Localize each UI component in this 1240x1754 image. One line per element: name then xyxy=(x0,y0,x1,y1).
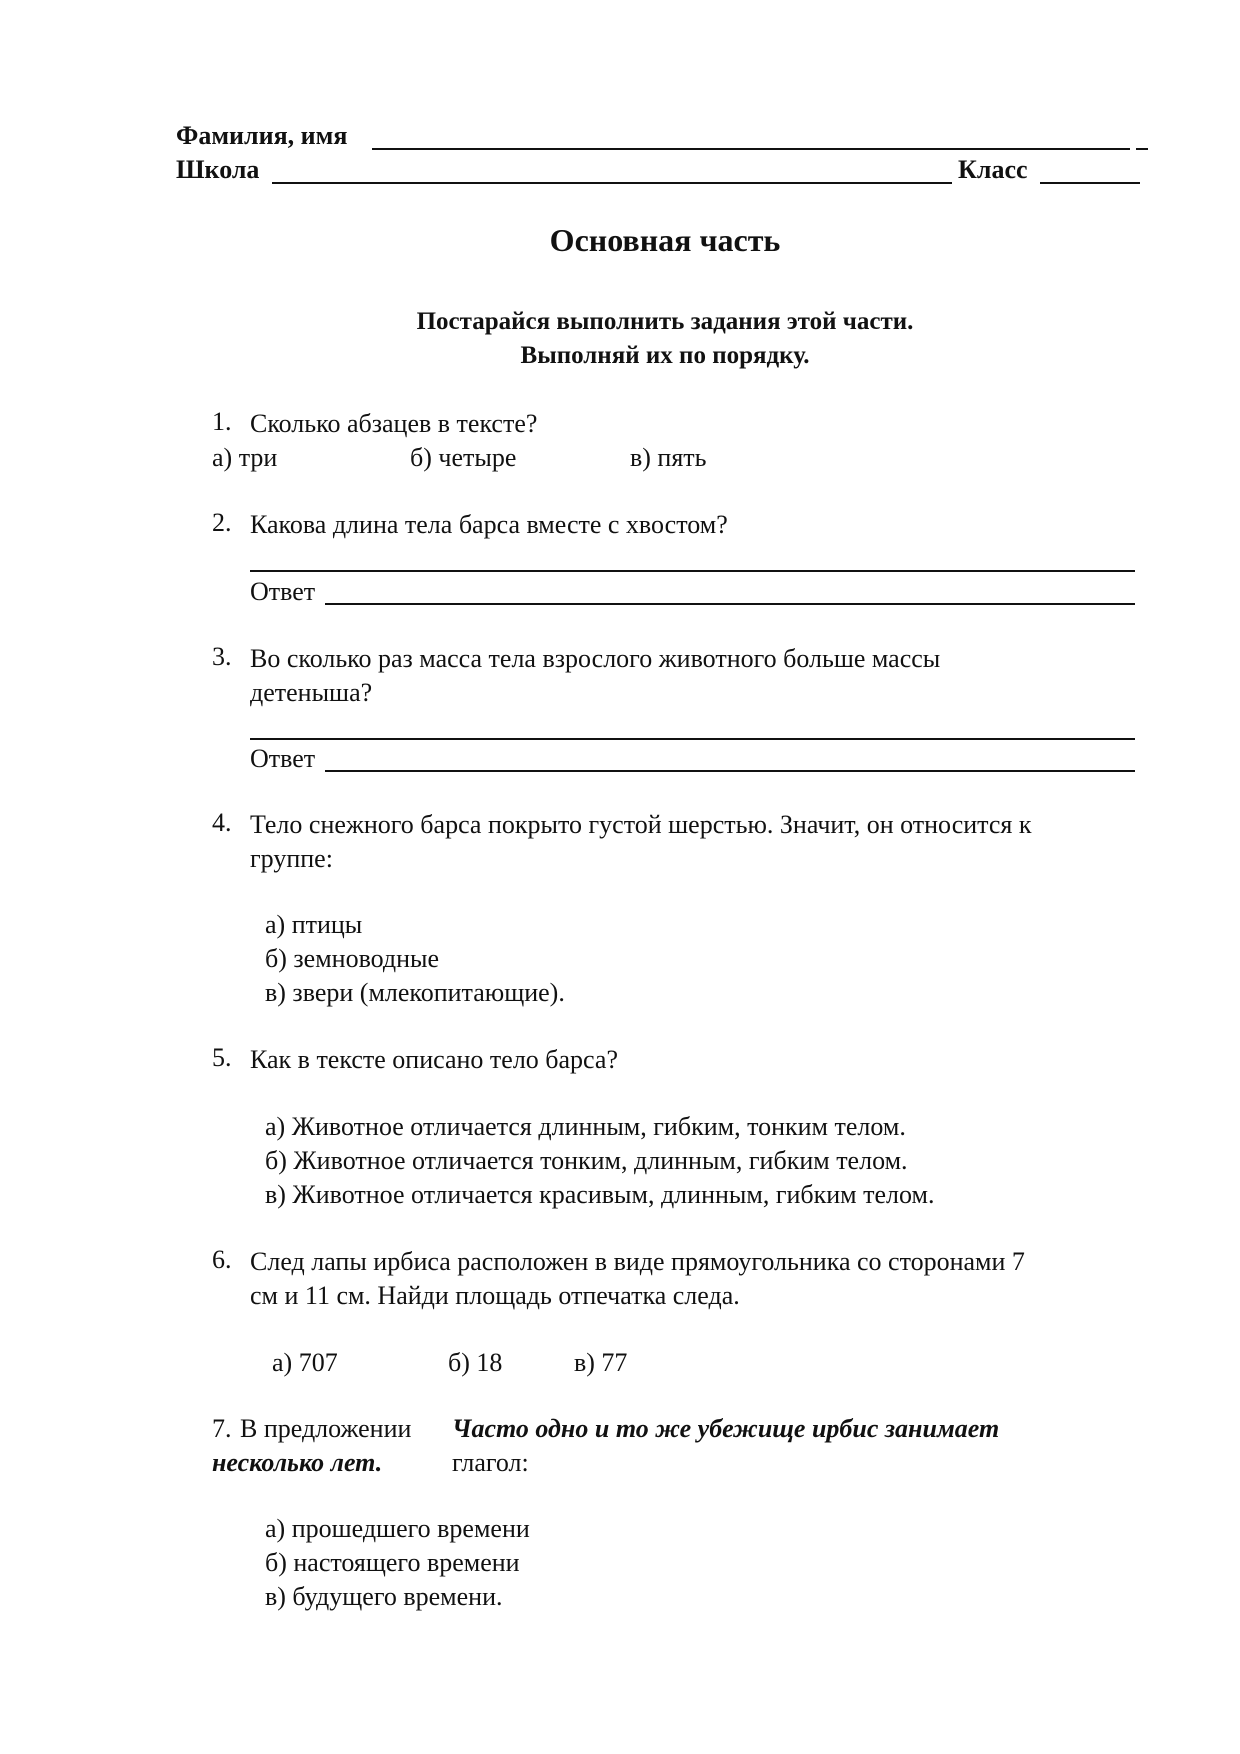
question-6-option-b[interactable]: б) 18 xyxy=(448,1348,503,1377)
question-5-option-c[interactable]: в) Животное отличается красивым, длинным, гибким телом. xyxy=(265,1180,935,1209)
question-6-number: 6. xyxy=(212,1245,232,1274)
question-1-option-a[interactable]: а) три xyxy=(212,443,278,472)
question-6-option-c[interactable]: в) 77 xyxy=(574,1348,628,1377)
question-1-option-c[interactable]: в) пять xyxy=(630,443,707,472)
question-3-text-line-1: Во сколько раз масса тела взрослого животного больше массы xyxy=(250,644,941,673)
school-label: Школа xyxy=(176,155,260,184)
instruction-line-2: Выполняй их по порядку. xyxy=(520,342,810,369)
question-2-number: 2. xyxy=(212,508,232,537)
question-2-answer-line[interactable] xyxy=(250,570,1135,572)
question-4-text-line-2: группе: xyxy=(250,844,333,873)
question-4-text-line-1: Тело снежного барса покрыто густой шерстью. Значит, он относится к xyxy=(250,810,1032,839)
question-3-answer-field[interactable] xyxy=(325,770,1135,772)
class-label: Класс xyxy=(958,155,1028,184)
page-title: Основная часть xyxy=(549,222,781,258)
question-5-option-b[interactable]: б) Животное отличается тонким, длинным, гибким телом. xyxy=(265,1146,908,1175)
surname-label: Фамилия, имя xyxy=(176,121,348,150)
question-2-answer-label: Ответ xyxy=(250,577,316,606)
question-4-number: 4. xyxy=(212,808,232,837)
question-6-text-line-1: След лапы ирбиса расположен в виде прямоугольника со сторонами 7 xyxy=(250,1247,1025,1276)
question-6-text-line-2: см и 11 см. Найди площадь отпечатка следа. xyxy=(250,1281,740,1310)
question-3-answer-label: Ответ xyxy=(250,744,316,773)
question-3-answer-line[interactable] xyxy=(250,738,1135,740)
question-7-text-suffix: глагол: xyxy=(452,1448,529,1477)
school-field[interactable] xyxy=(272,182,952,184)
question-3-text-line-2: детеныша? xyxy=(250,678,373,707)
surname-field-end xyxy=(1136,148,1148,150)
question-7-option-a[interactable]: а) прошедшего времени xyxy=(265,1514,530,1543)
question-5-option-a[interactable]: а) Животное отличается длинным, гибким, тонким телом. xyxy=(265,1112,906,1141)
question-3-number: 3. xyxy=(212,642,232,671)
question-5-text: Как в тексте описано тело барса? xyxy=(250,1045,618,1074)
question-4-option-c[interactable]: в) звери (млекопитающие). xyxy=(265,978,565,1007)
question-7-option-b[interactable]: б) настоящего времени xyxy=(265,1548,520,1577)
question-5-number: 5. xyxy=(212,1043,232,1072)
question-4-option-a[interactable]: а) птицы xyxy=(265,910,363,939)
surname-field[interactable] xyxy=(372,148,1130,150)
question-7-sentence-part-2: несколько лет. xyxy=(212,1448,383,1477)
question-6-option-a[interactable]: а) 707 xyxy=(272,1348,338,1377)
question-7-option-c[interactable]: в) будущего времени. xyxy=(265,1582,503,1611)
class-field[interactable] xyxy=(1040,182,1140,184)
question-1-text: Сколько абзацев в тексте? xyxy=(250,409,538,438)
question-7-number: 7. xyxy=(212,1414,232,1443)
question-7-sentence-part-1: Часто одно и то же убежище ирбис занимает xyxy=(452,1414,1000,1443)
instruction-line-1: Постарайся выполнить задания этой части. xyxy=(416,308,914,335)
question-4-option-b[interactable]: б) земноводные xyxy=(265,944,440,973)
question-7-text-prefix: В предложении xyxy=(240,1414,412,1443)
question-1-option-b[interactable]: б) четыре xyxy=(410,443,517,472)
question-2-text: Какова длина тела барса вместе с хвостом? xyxy=(250,510,728,539)
question-2-answer-field[interactable] xyxy=(325,603,1135,605)
question-1-number: 1. xyxy=(212,407,232,436)
